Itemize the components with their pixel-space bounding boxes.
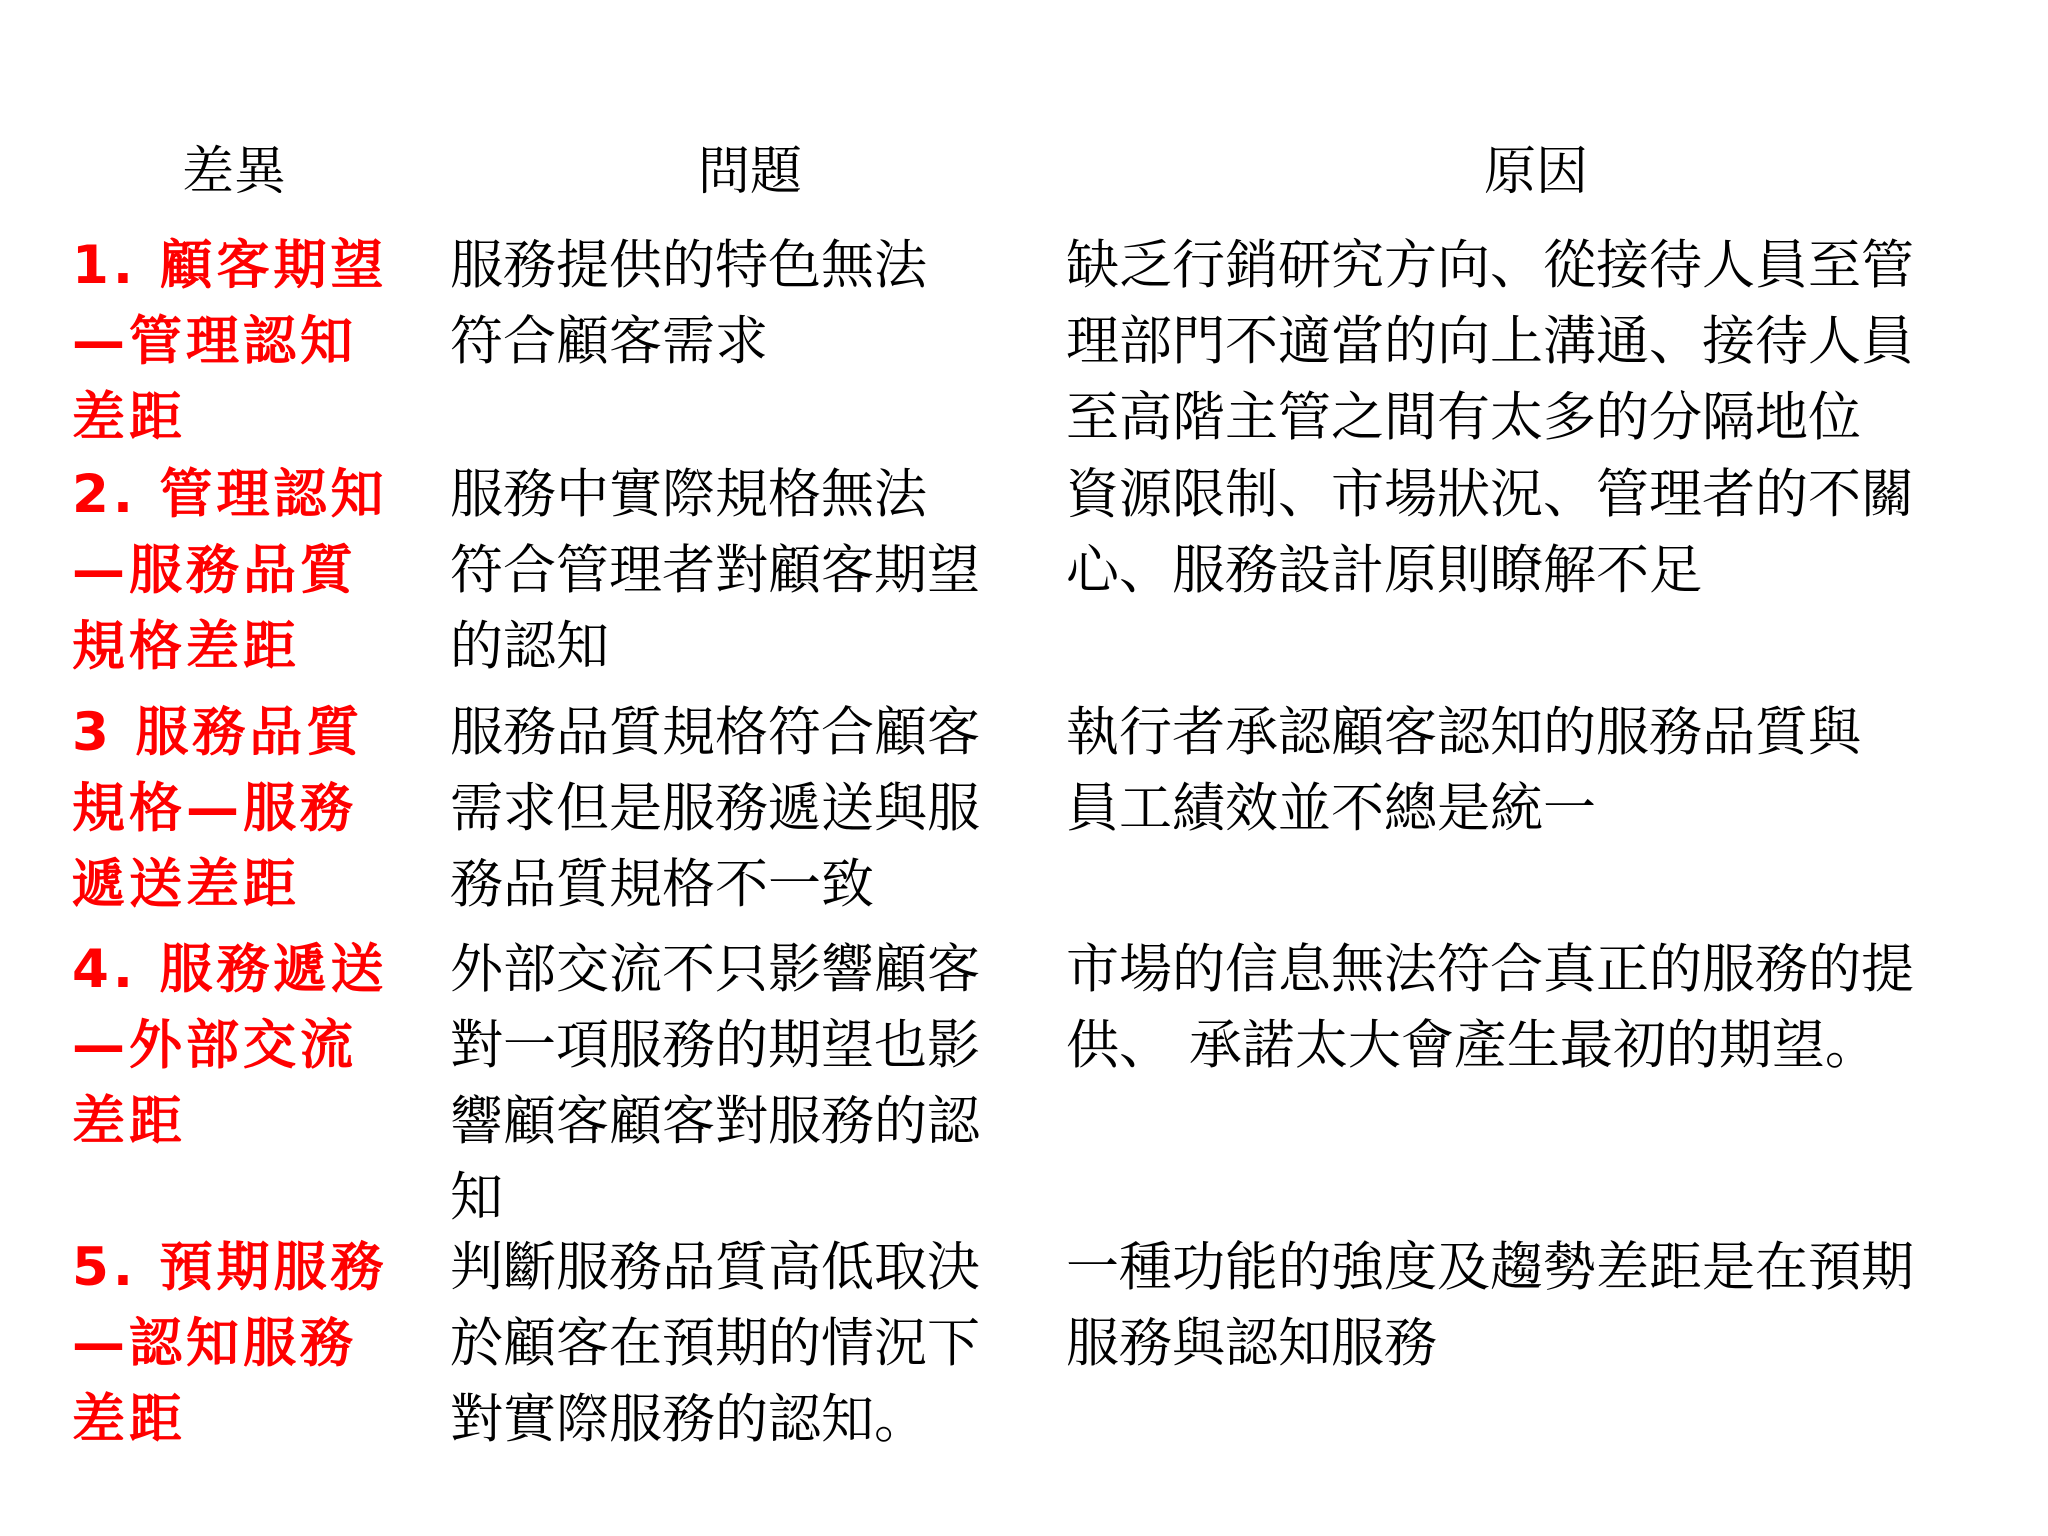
header-gap: 差異 xyxy=(182,142,287,202)
row-2-problem: 服務中實際規格無法 符合管理者對顧客期望 的認知 xyxy=(450,464,980,677)
row-2-gap: 2. 管理認知 —服務品質 規格差距 xyxy=(72,464,388,677)
row-3-cause: 執行者承認顧客認知的服務品質與 員工績效並不總是統一 xyxy=(1066,702,1861,839)
row-4-cause: 市場的信息無法符合真正的服務的提 供、 承諾太大會產生最初的期望。 xyxy=(1066,939,1914,1076)
row-1-problem: 服務提供的特色無法 符合顧客需求 xyxy=(450,235,927,372)
row-2-cause: 資源限制、市場狀況、管理者的不關 心、服務設計原則瞭解不足 xyxy=(1066,464,1914,601)
header-problem: 問題 xyxy=(698,142,803,202)
row-3-gap: 3 服務品質 規格—服務 遞送差距 xyxy=(72,702,364,915)
row-5-gap: 5. 預期服務 —認知服務 差距 xyxy=(72,1237,388,1450)
row-5-cause: 一種功能的強度及趨勢差距是在預期 服務與認知服務 xyxy=(1066,1237,1914,1374)
row-5-problem: 判斷服務品質高低取決 於顧客在預期的情況下 對實際服務的認知。 xyxy=(450,1237,980,1450)
row-1-gap: 1. 顧客期望 —管理認知 差距 xyxy=(72,235,388,448)
header-cause: 原因 xyxy=(1484,142,1589,202)
row-1-cause: 缺乏行銷研究方向、從接待人員至管 理部門不適當的向上溝通、接待人員 至高階主管之間有太多的分隔地位 xyxy=(1066,235,1914,448)
row-3-problem: 服務品質規格符合顧客 需求但是服務遞送與服 務品質規格不一致 xyxy=(450,702,980,915)
row-4-gap: 4. 服務遞送 —外部交流 差距 xyxy=(72,939,388,1152)
row-4-problem: 外部交流不只影響顧客 對一項服務的期望也影 響顧客顧客對服務的認 知 xyxy=(450,939,980,1228)
